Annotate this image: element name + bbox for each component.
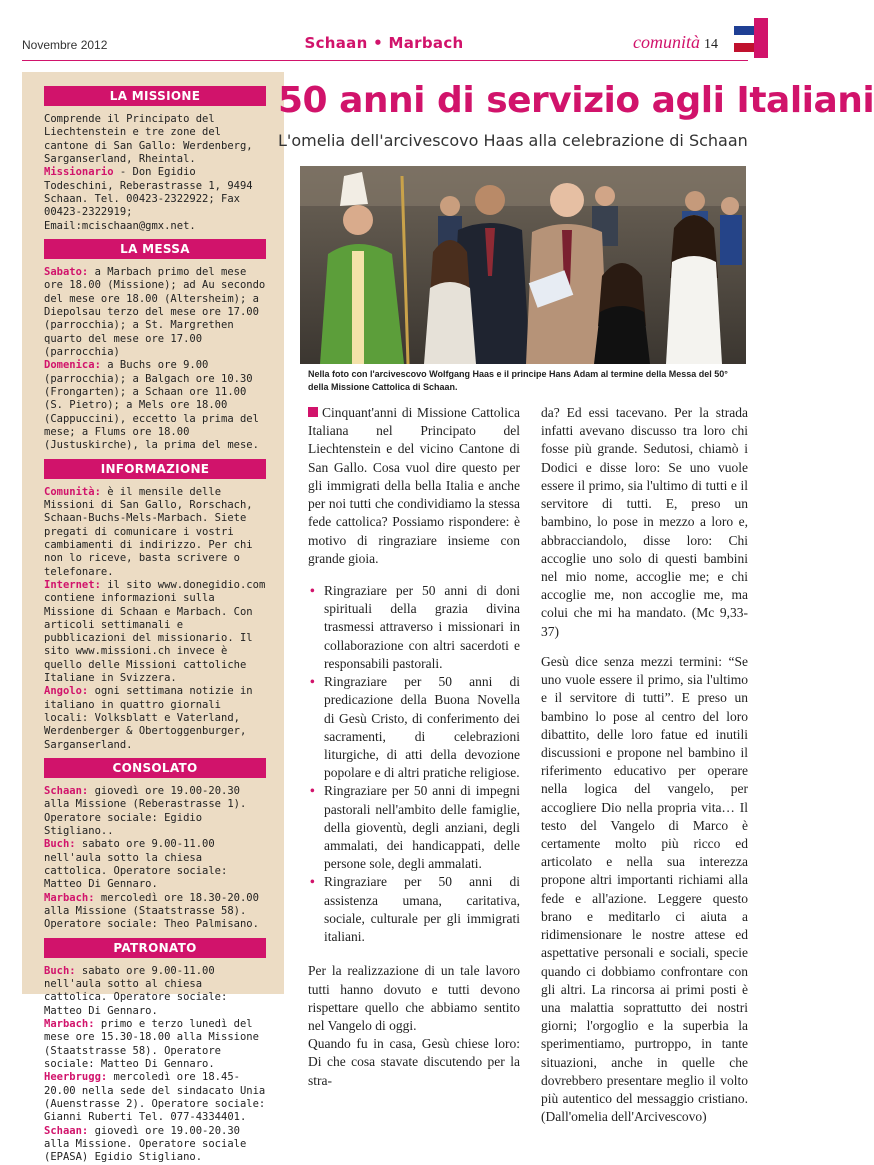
article-column-right <box>541 404 748 1139</box>
article-subtitle: L'omelia dell'arcivescovo Haas alla celebrazione di Schaan <box>278 131 748 150</box>
consolato-schaan-text: giovedì ore 19.00-20.30 alla Missione (Reberastrasse 1). Operatore sociale: Egidio Stigliano.. <box>44 785 247 838</box>
missione-box <box>44 86 266 233</box>
consolato-buch-text: sabato ore 9.00-11.00 nell'aula sotto la chiesa cattolica. Operatore sociale: Matteo Di Gennaro. <box>44 838 228 891</box>
domenica-entry <box>44 359 266 452</box>
comunita-text: è il mensile delle Missioni di San Gallo, Rorschach, Schaan-Buchs-Mels-Marbach. Siete pregati di comunicare i vostri cambiamenti di indirizzo. Per chi non lo riceve, basta scrivere o telefonare. <box>44 485 253 578</box>
internet-entry <box>44 579 266 686</box>
header-divider <box>22 60 748 61</box>
missione-intro: Comprende il Principato del Liechtenstein e tre zone del cantone di San Gallo: Werdenberg, Sarganserland, Rheintal. <box>44 113 253 165</box>
list-item: • Ringraziare per 50 anni di assistenza umana, caritativa, sociale, culturale per gli immigrati italiani. <box>308 873 520 946</box>
article-intro-text: Cinquant'anni di Missione Cattolica Italiana nel Principato del Liechtenstein e del vicino Cantone di San Gallo. Cosa vuol dire questo per gli immigrati della bella Italia e anche per noi tutti che condividiamo la stessa fede cattolica? Possiamo rispondere: è motivo di ringraziare insieme con grande gioia. <box>308 405 520 566</box>
internet-text: il sito www.donegidio.com contiene informazioni sulla Missione di Schaan e Marbach. Con articoli settimanali e pubblicazioni del missionario. Il sito www.missioni.ch invece è quello delle Missioni cattoliche Italiane in Svizzera. <box>44 578 266 685</box>
comunita-label: Comunità: <box>44 485 101 498</box>
missione-heading: LA MISSIONE <box>44 86 266 106</box>
page-edge-bar <box>754 18 768 58</box>
article-title: 50 anni di servizio agli Italiani <box>278 80 874 121</box>
comunita-entry <box>44 486 266 579</box>
patronato-buch-label: Buch: <box>44 964 76 977</box>
list-item: • Ringraziare per 50 anni di predicazione della Buona Novella di Gesù Cristo, di conferimento dei sacramenti, di celebrazioni liturgiche, di atti della devozione popolare e di altri pratiche religiose. <box>308 673 520 782</box>
list-item: • Ringraziare per 50 anni di impegni pastorali nell'ambito delle famiglie, della gioventù, degli anziani, degli ammalati, dei handicappati, delle persone sole, degli ammalati. <box>308 782 520 873</box>
missionario-text: - Don Egidio Todeschini, Reberastrasse 1, 9494 Schaan. Tel. 00423-2322922; Fax 00423-2322919; Email:mcischaan@gmx.net. <box>44 166 253 232</box>
paragraph-marker-icon <box>308 407 318 417</box>
thanks-list <box>308 582 520 946</box>
patronato-schaan-text: giovedì ore 19.00-20.30 alla Missione. Operatore sociale (EPASA) Egidio Stigliano. <box>44 1124 247 1164</box>
gospel-paragraph-continued: da? Ed essi tacevano. Per la strada infatti avevano discusso tra loro chi fosse più grande. Sedutosi, chiamò i Dodici e disse loro: Se uno vuole essere il primo, sia l'ultimo di tutti e il servitore di tutti. E, preso un bambino, lo pose in mezzo a loro e, abbracciandolo, disse loro: Chi accoglie uno solo di questi bambini nel mio nome, accoglie me; e chi accoglie me, non accoglie me, ma colui che mi ha mandato. (Mc 9,33-37) <box>541 405 748 639</box>
article-intro <box>308 404 520 568</box>
patronato-buch-text: sabato ore 9.00-11.00 nell'aula sotto al chiesa cattolica. Operatore sociale: Matteo Di Gennaro. <box>44 964 228 1017</box>
homily-paragraph: Gesù dice senza mezzi termini: “Se uno vuole essere il primo, sia l'ultimo e il servitore di tutti”. E preso un bambino lo pose al centro del loro dibattito, delle loro fatue ed inutili discussioni e propone nel bambino il riferimento educativo per operare nella logica del vangelo, per accogliere Dio nella propria vita… Il testo del Vangelo di Marco è certamente molto più ricco ed articolato e nella sua interezza propone altri importanti richiami alla fede e all'azione. Leggere questo brano e meditarlo ci aiuta a ridimensionare le nostre attese ed aspettative personali e sociali, specie quando ci dobbiamo confrontare con gli altri. La rincorsa ai primi posti è una malattia soprattutto dei nostri giorni; l'orgoglio e la superbia la sperimentiamo, purtroppo, in tante situazioni, anche in quelle che dovrebbero presentare meglio il volto più autentico del messaggio cristiano. (Dall'omelia dell'Arcivescovo) <box>541 653 748 1125</box>
consolato-buch-entry <box>44 838 266 891</box>
consolato-buch-label: Buch: <box>44 838 76 851</box>
gospel-paragraph: Per la realizzazione di un tale lavoro tutti hanno dovuto e tutti devono rispettare quello che abbiamo sentito nel Vangelo di oggi. Quando fu in casa, Gesù chiese loro: Di che cosa stavate discutendo per la stra- <box>308 963 520 1088</box>
consolato-marbach-entry <box>44 892 266 932</box>
angolo-label: Angolo: <box>44 685 89 698</box>
informazione-heading: INFORMAZIONE <box>44 459 266 479</box>
patronato-schaan-label: Schaan: <box>44 1124 89 1137</box>
angolo-entry <box>44 685 266 752</box>
sabato-text: a Marbach primo del mese ore 18.00 (Missione); ad Au secondo del mese ore 18.00 (Altersheim); a Diepolsau terzo del mese ore 17.00 (parrocchia); a St. Margrethen quarto del mese ore 17.00 (parrocchia) <box>44 265 266 358</box>
messa-box <box>44 239 266 453</box>
domenica-text: a Buchs ore 9.00 (parrocchia); a Balgach ore 10.30 (Frongarten); a Schaan ore 11.00 (S. Pietro); a Mels ore 18.00 (Cappuccini), eccetto la prima del mese; a Flums ore 18.00 (Justuskirche), la prima del mese. <box>44 359 259 452</box>
patronato-heerbrugg-text: mercoledì ore 18.45-20.00 nella sede del sindacato Unia (Auenstrasse 2). Operatore sociale: Gianni Ruberti Tel. 077-4334401. <box>44 1071 266 1124</box>
consolato-heading: CONSOLATO <box>44 758 266 778</box>
domenica-label: Domenica: <box>44 359 101 372</box>
brand-name: comunità <box>633 32 700 52</box>
patronato-heerbrugg-label: Heerbrugg: <box>44 1071 108 1084</box>
article-photo <box>300 166 746 364</box>
info-sidebar <box>22 72 284 1164</box>
consolato-box <box>44 758 266 932</box>
list-item: • Ringraziare per 50 anni di doni spirituali della grazia divina trasmessi attraverso i missionari in collaborazione con altri sacerdoti e responsabili pastorali. <box>308 582 520 673</box>
patronato-marbach-text: primo e terzo lunedì del mese ore 15.30-18.00 alla Missione (Staatstrasse 58). Operatore sociale: Matteo Di Gennaro. <box>44 1018 259 1071</box>
patronato-marbach-entry <box>44 1018 266 1071</box>
issue-date: Novembre 2012 <box>22 38 108 52</box>
patronato-heerbrugg-entry <box>44 1071 266 1124</box>
patronato-schaan-entry <box>44 1125 266 1165</box>
missionario-label: Missionario <box>44 166 114 179</box>
consolato-marbach-text: mercoledì ore 18.30-20.00 alla Missione (Staatstrasse 58). Operatore sociale: Theo Palmisano. <box>44 891 259 931</box>
sabato-entry <box>44 266 266 359</box>
consolato-schaan-label: Schaan: <box>44 785 89 798</box>
patronato-box <box>44 938 266 1165</box>
messa-heading: LA MESSA <box>44 239 266 259</box>
patronato-heading: PATRONATO <box>44 938 266 958</box>
flag-icon <box>734 26 754 52</box>
page-brand <box>633 32 718 53</box>
angolo-text: ogni settimana notizie in italiano in quattro giornali locali: Volksblatt e Vaterland, Werdenberger & Obertoggenburger, Sarganserland. <box>44 685 253 751</box>
page-number: 14 <box>704 37 718 52</box>
article-column-left <box>308 404 520 1102</box>
photo-caption: Nella foto con l'arcivescovo Wolfgang Haas e il principe Hans Adam al termine della Messa del 50° della Missione Cattolica di Schaan. <box>308 369 728 393</box>
ceremony-photo-illustration <box>300 166 746 364</box>
section-title: Schaan • Marbach <box>304 34 464 52</box>
patronato-marbach-label: Marbach: <box>44 1018 95 1031</box>
patronato-buch-entry <box>44 965 266 1018</box>
informazione-box <box>44 459 266 753</box>
missionario-entry <box>44 166 266 233</box>
internet-label: Internet: <box>44 578 101 591</box>
sabato-label: Sabato: <box>44 265 89 278</box>
consolato-marbach-label: Marbach: <box>44 891 95 904</box>
consolato-schaan-entry <box>44 785 266 838</box>
